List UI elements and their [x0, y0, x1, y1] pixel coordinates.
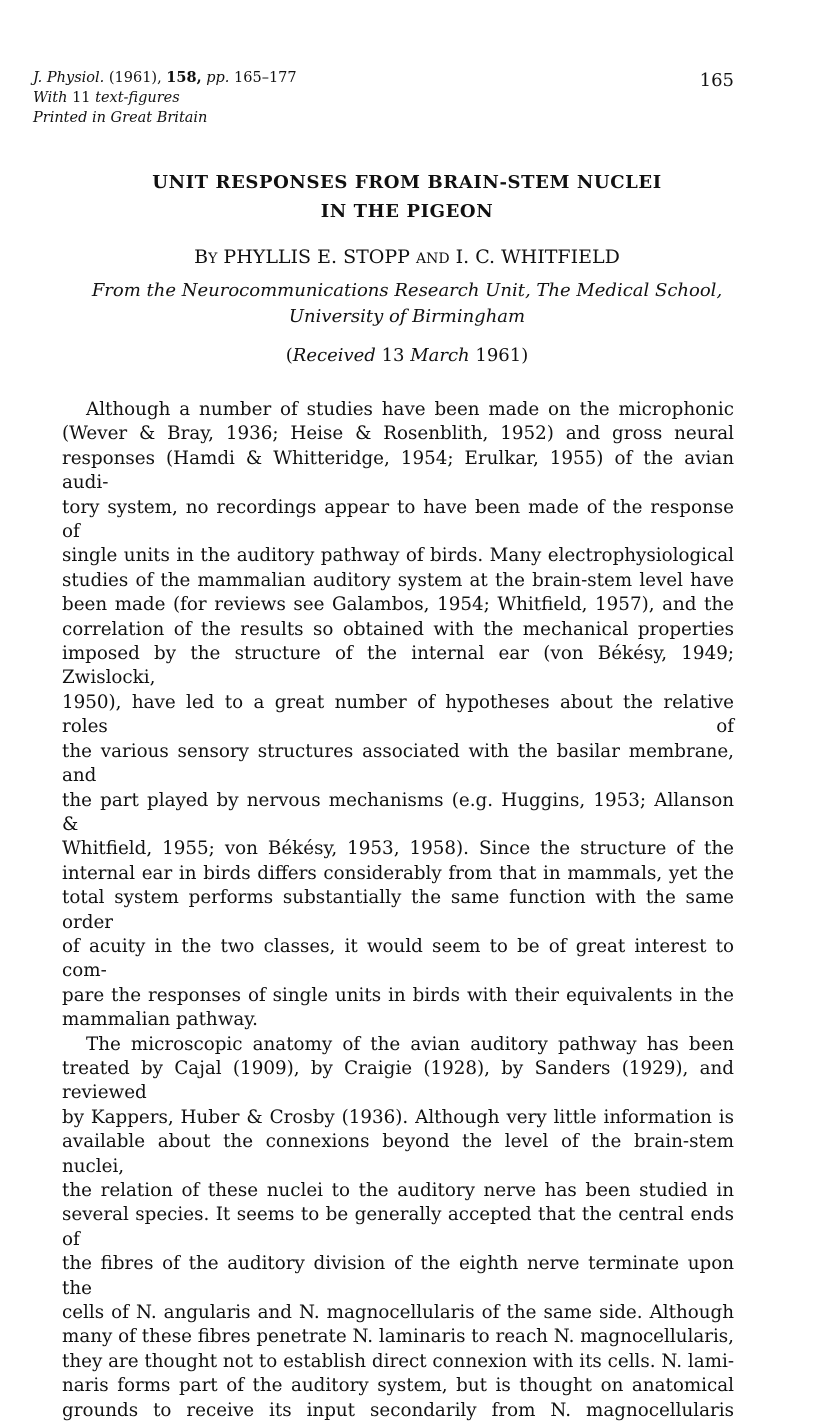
- received-date: [40, 345, 774, 366]
- text-line: grounds to receive its input secondarily from N. magnocellularis: [62, 1399, 734, 1421]
- text-line: naris forms part of the auditory system, but is thought on anatomical: [62, 1375, 734, 1397]
- text-line: mammalian pathway.: [62, 1009, 258, 1031]
- text-line: available about the connexions beyond the level of the brain-stem nuclei,: [62, 1131, 734, 1177]
- text-line: studies of the mammalian auditory system at the brain-stem level have: [62, 569, 734, 591]
- text-line: of acuity in the two classes, it would seem to be of great interest to com-: [62, 935, 734, 982]
- text-line: the fibres of the auditory division of the eighth nerve terminate upon the: [62, 1253, 734, 1299]
- figures-label: text-figures: [95, 90, 180, 106]
- with-label: With: [33, 90, 68, 106]
- received-day: 13: [381, 345, 405, 366]
- page-range: 165–177: [234, 70, 297, 86]
- text-line: tory system, no recordings appear to have been made of the response of: [62, 496, 734, 543]
- text-line: single units in the auditory pathway of birds. Many electrophysiological: [62, 545, 734, 567]
- article-title: [40, 168, 774, 226]
- text-line: The microscopic anatomy of the avian auditory pathway has been: [86, 1033, 734, 1055]
- affiliation: [40, 278, 774, 330]
- pages-label: pp.: [206, 70, 230, 86]
- text-line: Although a number of studies have been made on the microphonic: [86, 399, 734, 420]
- citation-line: [33, 68, 297, 88]
- journal-year: (1961),: [108, 70, 162, 86]
- text-line: the part played by nervous mechanisms (e.g. Huggins, 1953; Allanson &: [62, 789, 734, 835]
- affiliation-line: From the Neurocommunications Research Unit, The Medical School,: [91, 280, 723, 301]
- author-name: I. C. WHITFIELD: [455, 246, 620, 268]
- by-rest: Y: [208, 251, 218, 267]
- text-line: pare the responses of single units in birds with their equivalents in the: [62, 984, 734, 1006]
- text-line: 1950), have led to a great number of hypotheses about the relative roles of: [62, 691, 734, 738]
- printed-line: Printed in Great Britain: [33, 110, 208, 126]
- text-line: correlation of the results so obtained with the mechanical properties: [62, 618, 734, 640]
- text-line: by Kappers, Huber & Crosby (1936). Although very little information is: [62, 1106, 734, 1128]
- received-label: Received: [292, 345, 376, 366]
- text-line: the various sensory structures associated with the basilar membrane, and: [62, 740, 734, 787]
- text-line: many of these fibres penetrate N. laminaris to reach N. magnocellularis,: [62, 1326, 734, 1348]
- text-line: total system performs substantially the same function with the same order: [62, 887, 734, 933]
- figures-count: 11: [72, 90, 91, 106]
- journal-header: [33, 68, 297, 128]
- and-rest: ND: [426, 251, 450, 267]
- by-initial: B: [194, 246, 209, 268]
- text-line: (Wever & Bray, 1936; Heise & Rosenblith, 1952) and gross neural: [62, 423, 734, 445]
- journal-name: J. Physiol.: [33, 70, 105, 86]
- text-line: Whitfield, 1955; von Békésy, 1953, 1958). Since the structure of the: [62, 838, 734, 860]
- affiliation-line: University of Birmingham: [288, 306, 526, 327]
- article-body: [62, 398, 734, 1423]
- author-line: [40, 244, 774, 272]
- author-name: PHYLLIS E. STOPP: [223, 246, 410, 268]
- received-month: March: [410, 345, 470, 366]
- received-open: (: [285, 345, 293, 366]
- text-line: internal ear in birds differs considerably from that in mammals, yet the: [62, 862, 734, 884]
- text-line: been made (for reviews see Galambos, 1954; Whitfield, 1957), and the: [62, 594, 734, 616]
- text-line: several species. It seems to be generally accepted that the central ends of: [62, 1204, 734, 1250]
- journal-volume: 158,: [166, 69, 202, 86]
- text-line: treated by Cajal (1909), by Craigie (1928), by Sanders (1929), and reviewed: [62, 1057, 734, 1104]
- received-year: 1961): [475, 345, 529, 366]
- text-line: imposed by the structure of the internal ear (von Békésy, 1949; Zwislocki,: [62, 643, 734, 689]
- page-number: 165: [699, 70, 734, 91]
- text-line: responses (Hamdi & Whitteridge, 1954; Erulkar, 1955) of the avian audi-: [62, 447, 734, 494]
- text-line: the relation of these nuclei to the auditory nerve has been studied in: [62, 1180, 734, 1201]
- text-line: cells of N. angularis and N. magnocellularis of the same side. Although: [62, 1302, 734, 1324]
- title-line: IN THE PIGEON: [320, 201, 494, 222]
- title-line: UNIT RESPONSES FROM BRAIN-STEM NUCLEI: [152, 172, 662, 193]
- figures-line: [33, 88, 297, 108]
- text-line: they are thought not to establish direct connexion with its cells. N. lami-: [62, 1350, 734, 1372]
- and-initial: A: [415, 251, 427, 267]
